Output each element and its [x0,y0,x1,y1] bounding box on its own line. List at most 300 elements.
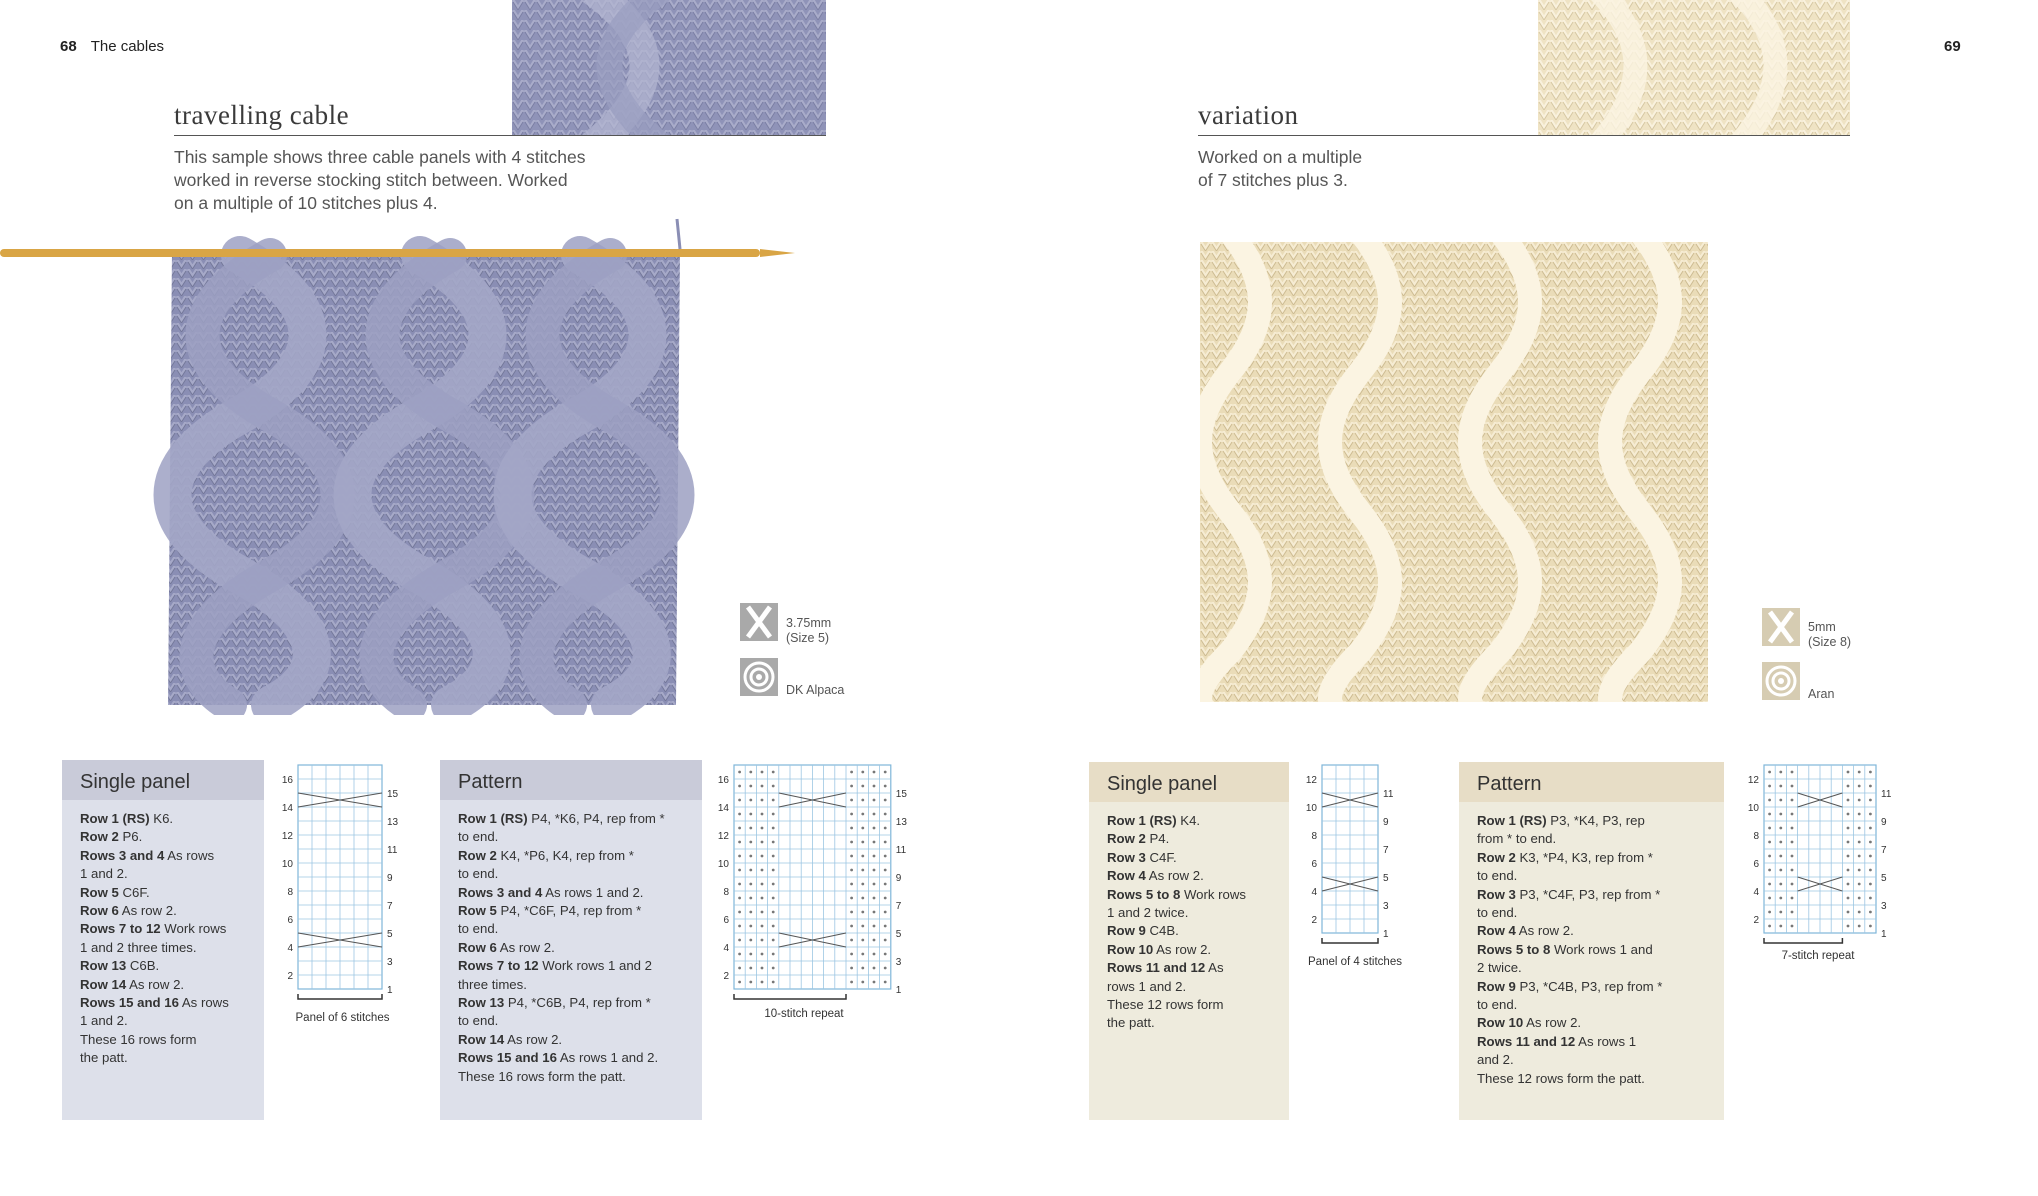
purl-dot [884,799,887,802]
yarn-ball-icon [1762,662,1800,700]
left-title: travelling cable [174,100,350,130]
purl-dot [749,981,752,984]
purl-dot [1779,841,1782,844]
row-text: As row 2. [1526,1015,1582,1031]
row-number-left: 4 [1311,887,1317,898]
row-text: Work rows 1 and 2 [542,958,652,974]
row-number-left: 10 [281,859,293,870]
purl-dot [873,883,876,886]
instruction-line [1107,904,1271,922]
purl-dot [749,827,752,830]
purl-dot [873,953,876,956]
instruction-line [458,1068,684,1086]
row-label: Row 2 [458,847,497,863]
instruction-line [458,828,684,846]
purl-dot [1869,883,1872,886]
purl-dot [1791,911,1794,914]
left-top-swatch-image [512,0,826,136]
row-number-left: 12 [1305,775,1317,786]
instruction-line [458,994,684,1012]
repeat-bracket [298,994,382,999]
panel-instructions [1089,802,1289,1033]
yarn-ball-icon [740,658,778,696]
row-text: from * to end. [1477,831,1557,847]
purl-dot [850,939,853,942]
row-number-left: 4 [287,943,293,954]
row-text: 1 and 2 three times. [80,939,197,955]
right-intro [1198,146,1362,192]
row-number-left: 16 [717,775,729,786]
purl-dot [1869,897,1872,900]
instruction-line [80,828,246,846]
purl-dot [1858,855,1861,858]
purl-dot [1847,771,1850,774]
purl-dot [761,911,764,914]
row-number-left: 4 [723,943,729,954]
purl-dot [873,771,876,774]
purple-swatch-illustration [0,215,800,715]
purl-dot [1768,855,1771,858]
purl-dot [772,939,775,942]
purl-dot [861,813,864,816]
row-number-right: 5 [1881,873,1887,884]
row-number-left: 12 [1747,775,1759,786]
row-text: 1 and 2. [80,866,128,882]
row-text: As row 2. [499,939,555,955]
row-number-right: 15 [895,789,907,800]
row-text: to end. [458,829,499,845]
instruction-line [1477,1033,1706,1051]
purl-dot [749,869,752,872]
row-label: Row 10 [1477,1015,1524,1031]
purl-dot [1869,869,1872,872]
purl-dot [738,939,741,942]
purl-dot [884,953,887,956]
row-number-right: 9 [1881,817,1887,828]
right-single-panel-chart [1300,760,1410,980]
purl-dot [1791,883,1794,886]
row-number-right: 7 [1881,845,1887,856]
purl-dot [1847,897,1850,900]
purl-dot [1858,799,1861,802]
purl-dot [761,967,764,970]
purl-dot [861,953,864,956]
row-label: Row 5 [458,903,497,919]
row-label: Row 6 [458,939,497,955]
purl-dot [1779,785,1782,788]
purl-dot [1847,911,1850,914]
purl-dot [772,967,775,970]
left-folio [60,38,164,55]
needle-icon [740,603,778,641]
right-folio [1944,38,1961,55]
row-number-left: 2 [287,971,293,982]
purl-dot [1858,841,1861,844]
purl-dot [772,869,775,872]
purl-dot [873,785,876,788]
purl-dot [884,841,887,844]
purl-dot [749,771,752,774]
purl-dot [861,785,864,788]
row-text: the patt. [1107,1015,1155,1031]
purl-dot [850,967,853,970]
row-number-right: 3 [1881,901,1887,912]
purl-dot [761,939,764,942]
row-text: As row 2. [129,976,185,992]
instruction-line [458,865,684,883]
row-number-left: 14 [281,803,293,814]
row-number-right: 7 [895,901,902,912]
row-text: C6B. [129,958,160,974]
purl-dot [850,897,853,900]
row-text: rows 1 and 2. [1107,978,1187,994]
purl-dot [1768,925,1771,928]
right-yarn-type: Aran [1808,687,1835,701]
purl-dot [1779,771,1782,774]
row-number-right: 11 [1881,789,1892,800]
purl-dot [884,869,887,872]
row-number-right: 7 [1383,845,1389,856]
purl-dot [850,827,853,830]
row-number-left: 6 [723,915,729,926]
instruction-line [80,865,246,883]
instruction-line [458,1031,684,1049]
left-swatch-photo [0,215,800,715]
purl-dot [850,925,853,928]
row-text: As rows 1 and 2. [545,884,644,900]
row-text: 1 and 2 twice. [1107,905,1189,921]
row-number-right: 1 [1383,929,1389,940]
instruction-line [1107,849,1271,867]
row-text: As [1208,960,1224,976]
row-number-left: 8 [287,887,293,898]
row-text: to end. [458,866,499,882]
purl-dot [1847,841,1850,844]
purl-dot [850,953,853,956]
purl-dot [884,911,887,914]
purl-dot [1869,925,1872,928]
purl-dot [850,911,853,914]
purl-dot [861,841,864,844]
row-text: P6. [122,829,143,845]
purl-dot [861,925,864,928]
instruction-line [80,847,246,865]
right-pattern-box [1459,762,1724,1120]
purl-dot [1869,813,1872,816]
purl-dot [761,953,764,956]
purl-dot [861,911,864,914]
cable-texture-cream [1538,0,1850,136]
purl-dot [1768,869,1771,872]
purl-dot [749,841,752,844]
right-pattern-chart [1742,760,1932,980]
row-number-left: 14 [717,803,729,814]
purl-dot [761,981,764,984]
purl-dot [738,981,741,984]
row-number-left: 12 [281,831,293,842]
purl-dot [1768,897,1771,900]
purl-dot [1768,813,1771,816]
left-intro-line: on a multiple of 10 stitches plus 4. [174,193,438,213]
repeat-bracket [1764,938,1842,943]
purl-dot [761,827,764,830]
instruction-line [1477,1014,1706,1032]
purl-dot [873,925,876,928]
row-text: the patt. [80,1050,128,1066]
row-number-right: 13 [387,817,399,828]
purl-dot [772,953,775,956]
instruction-line [80,902,246,920]
row-label: Row 4 [1477,923,1516,939]
row-number-left: 8 [1311,831,1317,842]
row-text: and 2. [1477,1052,1514,1068]
purl-dot [850,771,853,774]
purl-dot [861,827,864,830]
row-text: P3, *K4, P3, rep [1550,813,1645,828]
purl-dot [1779,827,1782,830]
purl-dot [850,841,853,844]
instruction-line [80,884,246,902]
right-page-number: 69 [1944,38,1961,55]
repeat-bracket [1322,938,1378,943]
chart-caption: Panel of 4 stitches [1308,956,1402,968]
row-text: C4F. [1149,849,1177,865]
purl-dot [861,799,864,802]
purl-dot [873,799,876,802]
row-number-right: 11 [387,845,398,856]
panel-heading: Pattern [1459,762,1724,802]
row-text: P4, *C6B, P4, rep from * [507,995,651,1011]
purl-dot [1768,827,1771,830]
row-label: Row 1 (RS) [80,811,150,826]
purl-dot [884,925,887,928]
purl-dot [861,771,864,774]
instruction-line [458,920,684,938]
row-number-left: 16 [281,775,293,786]
purl-dot [761,841,764,844]
right-intro-line: Worked on a multiple [1198,147,1363,167]
row-text: P3, *C4F, P3, rep from * [1519,886,1661,902]
row-text: These 16 rows form the patt. [458,1068,626,1084]
left-intro-line: worked in reverse stocking stitch between. Worked [174,170,568,190]
row-text: As rows 1 and 2. [559,1050,659,1066]
instruction-line [458,810,684,828]
purl-dot [861,897,864,900]
purl-dot [738,771,741,774]
row-label: Row 1 (RS) [458,811,528,826]
row-text: Work rows [164,921,227,937]
purl-dot [738,785,741,788]
row-label: Rows 11 and 12 [1477,1033,1576,1049]
purl-dot [1779,855,1782,858]
purl-dot [749,911,752,914]
purl-dot [873,813,876,816]
pattern-instructions [1459,802,1724,1088]
chart-grid [280,760,405,1010]
row-text: to end. [1477,868,1518,884]
purl-dot [749,785,752,788]
row-label: Rows 5 to 8 [1107,886,1181,902]
row-label: Row 14 [458,1031,505,1047]
needle-size-us: (Size 8) [1808,635,1852,649]
purl-dot [772,911,775,914]
purl-dot [1779,799,1782,802]
instruction-line [1107,996,1271,1014]
row-label: Rows 15 and 16 [80,995,179,1011]
purl-dot [873,827,876,830]
row-label: Row 14 [80,976,127,992]
row-label: Row 2 [80,829,119,845]
purl-dot [749,939,752,942]
pattern-instructions [440,800,702,1086]
needle-size-mm: 3.75mm [786,616,832,630]
row-text: three times. [458,976,527,992]
purl-dot [873,855,876,858]
row-number-right: 3 [1383,901,1389,912]
row-text: P4. [1149,831,1170,847]
purl-dot [884,771,887,774]
purl-dot [873,841,876,844]
instruction-line [1107,867,1271,885]
purl-dot [873,967,876,970]
purl-dot [873,939,876,942]
row-label: Rows 11 and 12 [1107,960,1206,976]
needle-size-us: (Size 5) [786,631,830,645]
right-intro-line: of 7 stitches plus 3. [1198,170,1348,190]
row-label: Rows 7 to 12 [80,921,161,937]
row-label: Row 10 [1107,941,1154,957]
purl-dot [884,883,887,886]
purl-dot [1858,869,1861,872]
instruction-line [80,976,246,994]
panel-instructions [62,800,264,1068]
purl-dot [738,925,741,928]
purl-dot [1768,799,1771,802]
row-text: As row 2. [121,903,177,919]
instruction-line [80,1031,246,1049]
purl-dot [884,967,887,970]
left-needle-size [786,616,831,646]
row-number-left: 2 [1753,915,1759,926]
row-text: As row 2. [1148,868,1204,884]
purl-dot [772,799,775,802]
row-number-right: 9 [387,873,393,884]
row-text: K3, *P4, K3, rep from * [1519,849,1653,865]
instruction-line [80,957,246,975]
row-text: 2 twice. [1477,960,1522,976]
purl-dot [772,883,775,886]
purl-dot [738,953,741,956]
left-pattern-box [440,760,702,1120]
purl-dot [861,883,864,886]
purl-dot [761,925,764,928]
row-number-right: 5 [387,929,393,940]
purl-dot [1768,841,1771,844]
purl-dot [772,827,775,830]
purl-dot [1847,785,1850,788]
purl-dot [1858,883,1861,886]
purl-dot [861,967,864,970]
row-label: Row 5 [80,884,119,900]
chart-grid [712,760,962,1010]
row-label: Rows 7 to 12 [458,958,539,974]
instruction-line [1477,886,1706,904]
purl-dot [772,925,775,928]
row-number-right: 9 [1383,817,1389,828]
row-number-right: 1 [895,985,902,996]
row-label: Rows 3 and 4 [80,847,165,863]
row-text: As rows 1 [1578,1033,1637,1049]
purl-dot [873,869,876,872]
instruction-line [1477,1070,1706,1088]
left-intro-line: This sample shows three cable panels with 4 stitches [174,147,586,167]
purl-dot [850,869,853,872]
purl-dot [1779,925,1782,928]
instruction-line [1107,959,1271,977]
row-label: Row 9 [1477,978,1516,994]
purl-dot [749,813,752,816]
purl-dot [1869,785,1872,788]
purl-dot [761,855,764,858]
row-number-right: 3 [895,957,902,968]
purl-dot [861,939,864,942]
purl-dot [861,981,864,984]
row-number-right: 1 [1881,929,1887,940]
purl-dot [772,981,775,984]
row-number-left: 10 [1747,803,1759,814]
row-number-left: 2 [1311,915,1317,926]
row-text: Work rows 1 and [1553,941,1653,957]
row-label: Row 2 [1107,831,1146,847]
purl-dot [1779,813,1782,816]
panel-heading: Single panel [62,760,264,800]
instruction-line [1107,886,1271,904]
needle-size-mm: 5mm [1808,620,1836,634]
purl-dot [1858,785,1861,788]
instruction-line [80,1012,246,1030]
left-pattern-chart [712,760,962,1030]
row-number-right: 1 [387,985,393,996]
purl-dot [772,841,775,844]
row-number-right: 7 [387,901,393,912]
row-number-right: 11 [895,845,907,856]
purl-dot [884,785,887,788]
row-text: to end. [1477,997,1518,1013]
instruction-line [1477,978,1706,996]
purl-dot [761,869,764,872]
row-text: C4B. [1149,923,1179,939]
row-label: Rows 5 to 8 [1477,941,1551,957]
row-label: Row 6 [80,903,119,919]
purl-dot [749,953,752,956]
purl-dot [1869,771,1872,774]
row-number-left: 10 [717,859,729,870]
instruction-line [1107,978,1271,996]
row-text: 1 and 2. [80,1013,128,1029]
purl-dot [772,771,775,774]
right-title: variation [1198,100,1299,130]
left-intro [174,146,585,215]
purl-dot [1791,925,1794,928]
purl-dot [761,771,764,774]
purl-dot [761,883,764,886]
purl-dot [761,785,764,788]
purl-dot [1847,883,1850,886]
row-text: As row 2. [507,1031,563,1047]
instruction-line [1477,812,1706,830]
purl-dot [772,855,775,858]
instruction-line [80,994,246,1012]
